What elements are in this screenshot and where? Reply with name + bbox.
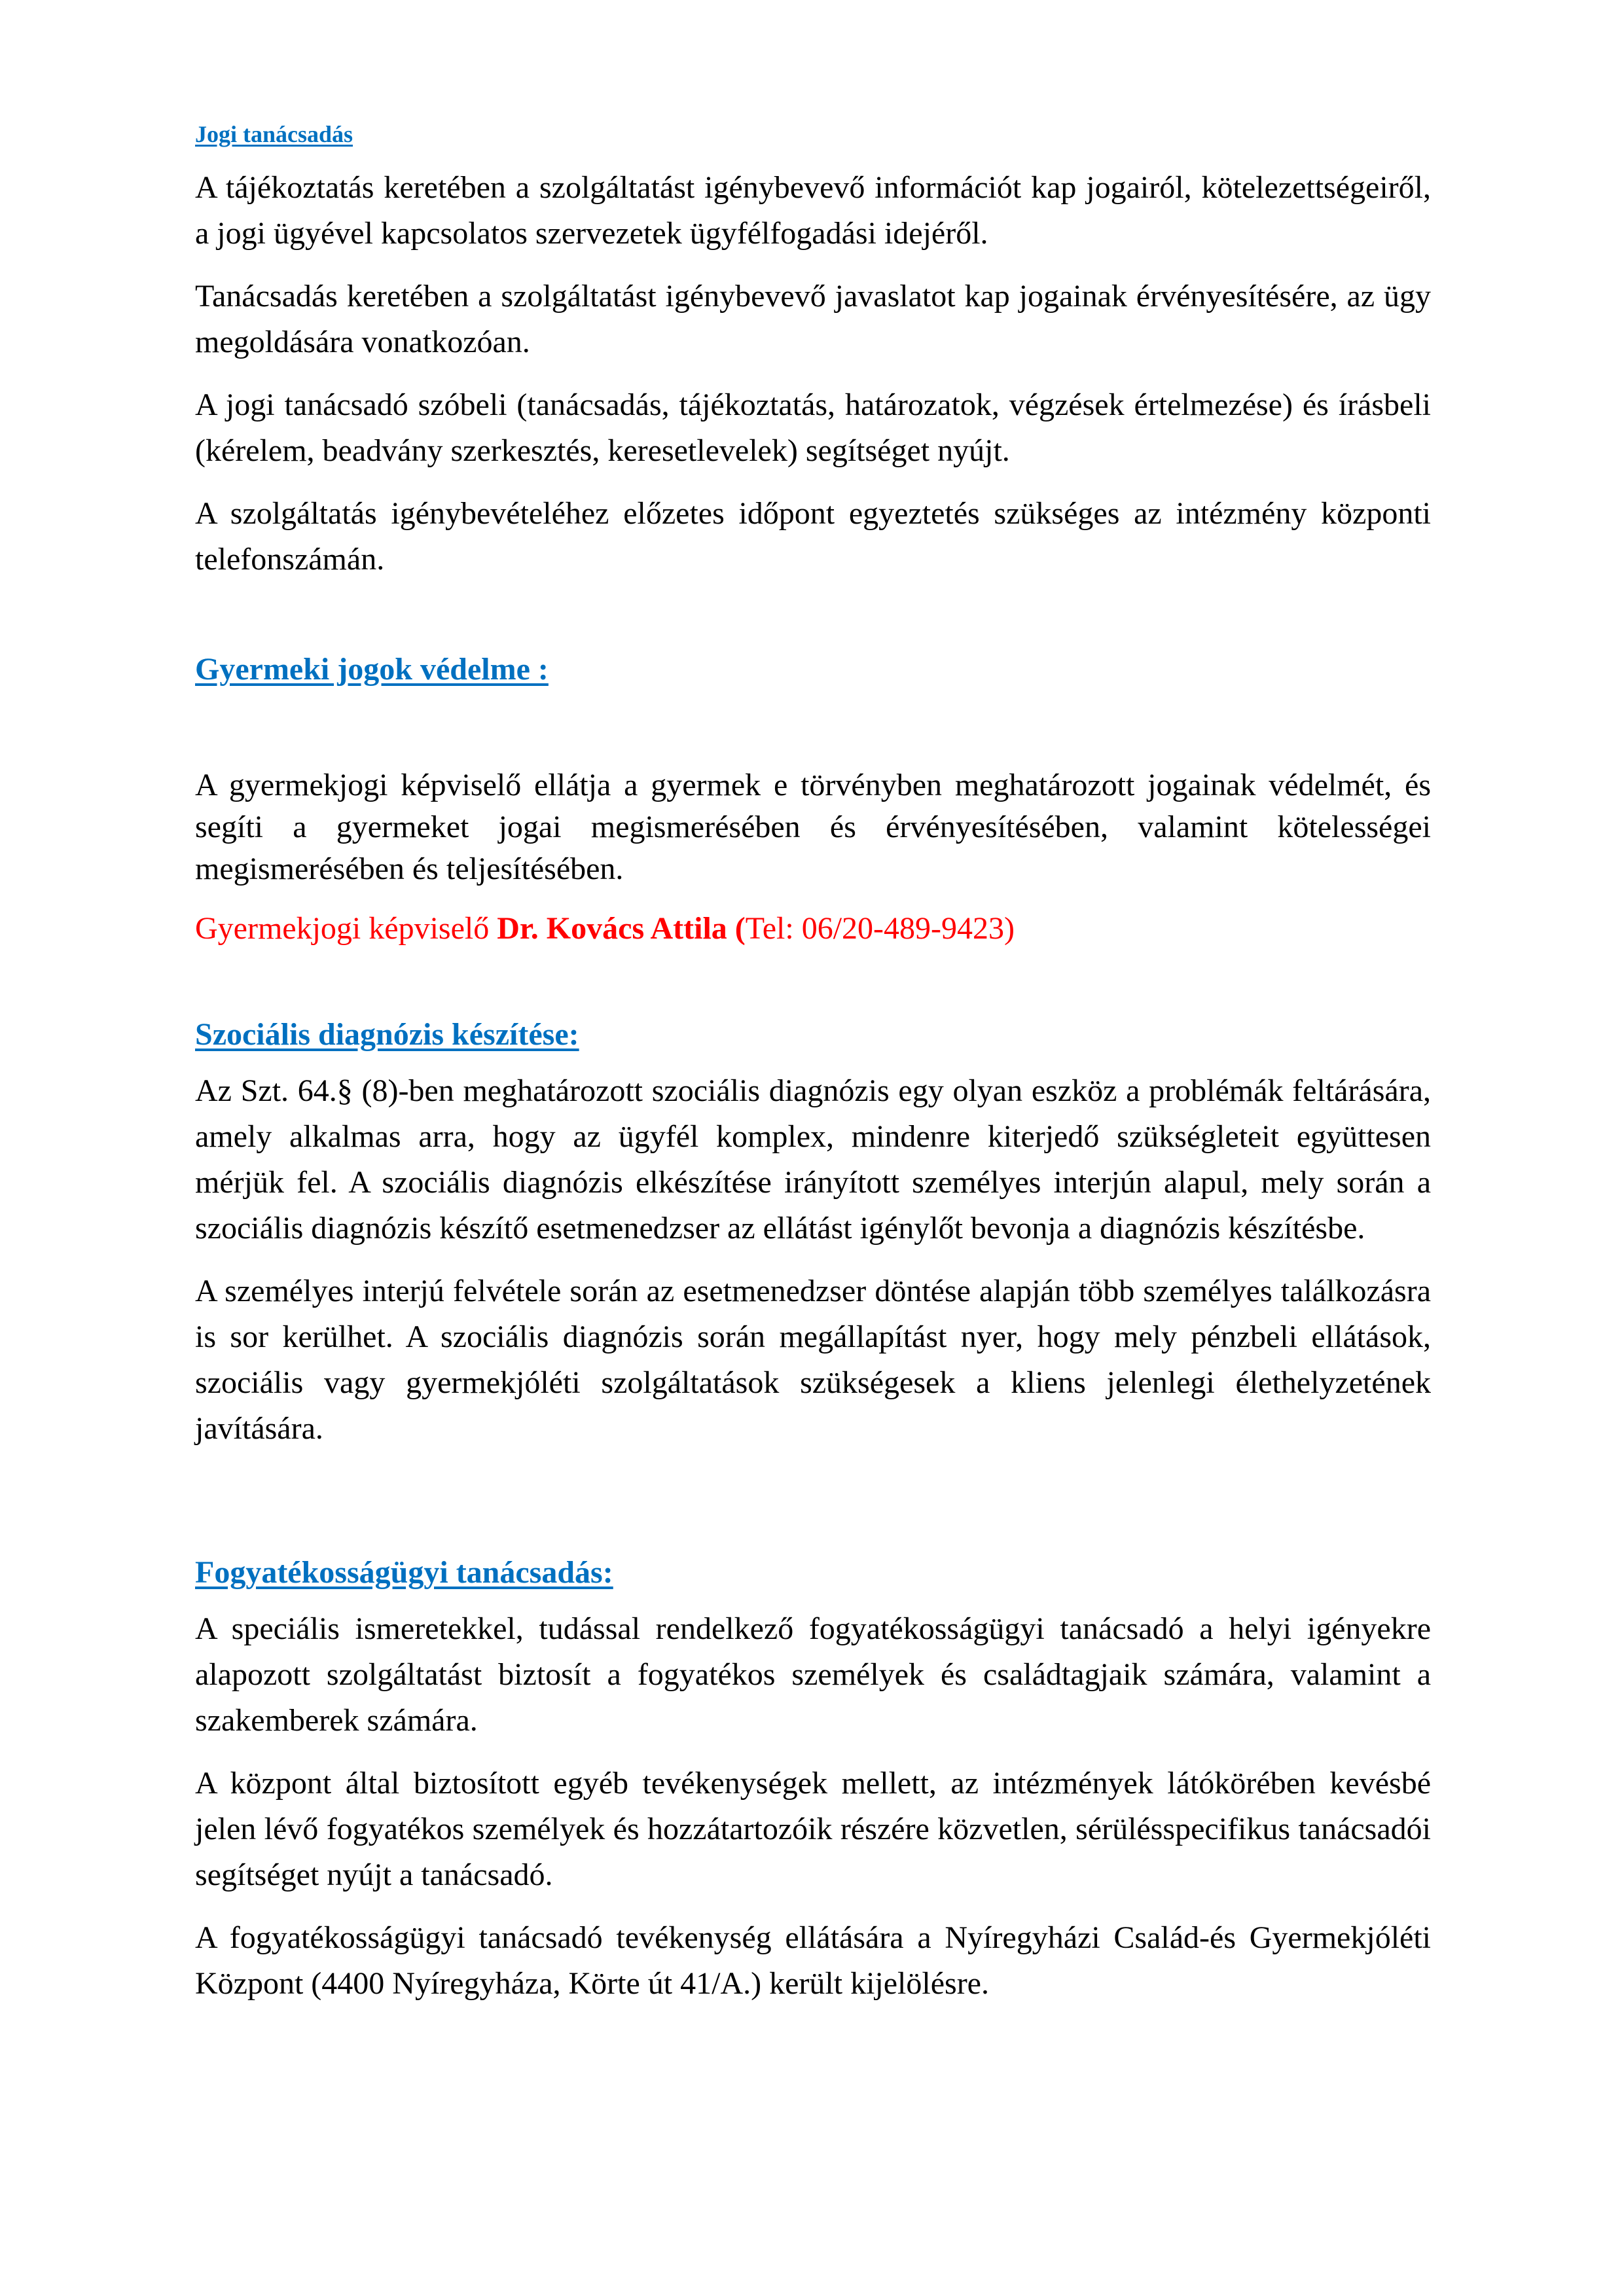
heading-disability-advice: Fogyatékosságügyi tanácsadás: bbox=[195, 1555, 613, 1590]
paragraph: Tanácsadás keretében a szolgáltatást igénybevevő javaslatot kap jogainak érvényesítésére, az ügy megoldására vonatkozóan. bbox=[195, 279, 1431, 359]
paragraph: A személyes interjú felvétele során az esetmenedzser döntése alapján több személyes találkozásra is sor kerülhet. A szociális diagnózis során megállapítást nyer, hogy mely pénzbeli ellátások, szociális vagy gyermekjóléti szolgáltatások szükségesek a kliens jelenlegi élethelyzetének javítására. bbox=[195, 1274, 1431, 1446]
paragraph: Az Szt. 64.§ (8)-ben meghatározott szociális diagnózis egy olyan eszköz a problémák feltárására, amely alkalmas arra, hogy az ügyfél komplex, mindenre kiterjedő szükségleteit együttesen mérjük fel. A szociális diagnózis elkészítése irányított személyes interjún alapul, mely során a szociális diagnózis készítő esetmenedzser az ellátást igénylőt bevonja a diagnózis készítésbe. bbox=[195, 1073, 1431, 1246]
section-child-rights bbox=[195, 647, 1431, 952]
paragraph: A tájékoztatás keretében a szolgáltatást igénybevevő információt kap jogairól, kötelezettségeiről, a jogi ügyével kapcsolatos szervezetek ügyfélfogadási idejéről. bbox=[195, 170, 1431, 251]
paragraph: A gyermekjogi képviselő ellátja a gyermek e törvényben meghatározott jogainak védelmét, és segíti a gyermeket jogai megismerésében és érvényesítésében, valamint kötelességei megismerésében és teljesítésében. bbox=[195, 768, 1431, 886]
paragraph: A fogyatékosságügyi tanácsadó tevékenység ellátására a Nyíregyházi Család-és Gyermekjóléti Központ (4400 Nyíregyháza, Körte út 41/A.) került kijelölésre. bbox=[195, 1920, 1431, 2001]
contact-line bbox=[195, 906, 1431, 952]
paragraph: A speciális ismeretekkel, tudással rendelkező fogyatékosságügyi tanácsadó a helyi igényekre alapozott szolgáltatást biztosít a fogyatékos személyek és családtagjaik számára, valamint a szakemberek számára. bbox=[195, 1611, 1431, 1738]
section-legal-advice bbox=[195, 111, 1431, 583]
document-page bbox=[195, 111, 1431, 2007]
section-social-diagnosis bbox=[195, 1012, 1431, 1452]
paragraph: A központ által biztosított egyéb tevékenységek mellett, az intézmények látókörében kevésbé jelen lévő fogyatékos személyek és hozzátartozóik részére közvetlen, sérülésspecifikus tanácsadói segítséget nyújt a tanácsadó. bbox=[195, 1766, 1431, 1892]
heading-social-diagnosis: Szociális diagnózis készítése: bbox=[195, 1017, 579, 1052]
contact-prefix: Gyermekjogi képviselő bbox=[195, 911, 497, 946]
heading-legal-advice: Jogi tanácsadás bbox=[195, 121, 353, 147]
paragraph: A szolgáltatás igénybevételéhez előzetes időpont egyeztetés szükséges az intézmény központi telefonszámán. bbox=[195, 496, 1431, 577]
heading-child-rights: Gyermeki jogok védelme : bbox=[195, 652, 549, 687]
contact-phone: Tel: 06/20-489-9423) bbox=[745, 911, 1015, 946]
contact-name: Dr. Kovács Attila ( bbox=[497, 911, 746, 946]
paragraph: A jogi tanácsadó szóbeli (tanácsadás, tájékoztatás, határozatok, végzések értelmezése) és írásbeli (kérelem, beadvány szerkesztés, keresetlevelek) segítséget nyújt. bbox=[195, 387, 1431, 468]
section-disability-advice bbox=[195, 1550, 1431, 2007]
